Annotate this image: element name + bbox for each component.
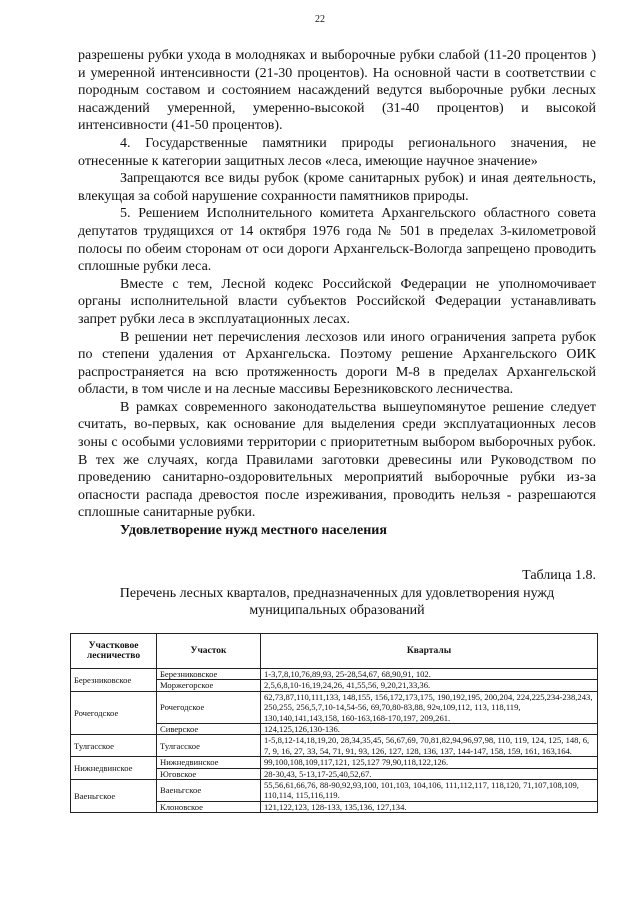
forestry-cell: Березниковское xyxy=(71,669,157,692)
site-cell: Юговское xyxy=(157,768,261,779)
forest-quarters-table xyxy=(70,633,598,813)
table-row xyxy=(71,780,598,802)
quarters-cell: 121,122,123, 128-133, 135,136, 127,134. xyxy=(261,801,598,812)
site-cell: Тулгасское xyxy=(157,735,261,757)
forestry-cell: Рочегодское xyxy=(71,691,157,735)
table-caption: Перечень лесных кварталов, предназначенных для удовлетворения нужд муниципальных образований xyxy=(119,586,555,618)
site-cell: Березниковское xyxy=(157,669,261,680)
paragraph-1: разрешены рубки ухода в молодняках и выборочные рубки слабой (11-20 процентов ) и умеренной интенсивности (21-30 процентов). На основной части в соответствии с породным составом и состоянием насаждений ведутся выборочные рубки лесных насаждений умеренной, умеренно-высокой (31-40 процентов) и высокой интенсивности (41-50 процентов). xyxy=(78,48,596,134)
table-row xyxy=(71,757,598,768)
page-number: 22 xyxy=(315,14,325,25)
paragraph-6: В решении нет перечисления лесхозов или иного ограничения запрета рубок по степени удаления от Архангельска. Поэтому решение Архангельского ОИК распространяется на всю протяженность дороги М-8 в пределах Архангельской области, в том числе и на лесные массивы Березниковского лесничества. xyxy=(78,329,596,398)
quarters-cell: 1-5,8,12-14,18,19,20, 28,34,35,45, 56,67,69, 70,81,82,94,96,97,98, 110, 119, 124, 125, 148, 6, 7, 9, 16, 27, 33, 54, 71, 91, 93, 126, 127, 128, 136, 137, 144-147, 158, 159, 161, 163,164. xyxy=(261,735,598,757)
forestry-cell: Тулгасское xyxy=(71,735,157,757)
quarters-cell: 2,5,6,8,10-16,19,24,26, 41,55,56, 9,20,21,33,36. xyxy=(261,680,598,691)
site-cell: Клоновское xyxy=(157,801,261,812)
site-cell: Рочегодское xyxy=(157,691,261,723)
paragraph-4: 5. Решением Исполнительного комитета Архангельского областного совета депутатов трудящихся от 14 октября 1976 года № 501 в пределах 3-километровой полосы по обеим сторонам от оси дороги Архангельск-Вологда запрещено проводить сплошные рубки леса. xyxy=(78,206,596,275)
quarters-cell: 55,56,61,66,76, 88-90,92,93,100, 101,103, 104,106, 111,112,117, 118,120, 71,107,108,109, 110,114, 115,116,119. xyxy=(261,780,598,802)
paragraph-7: В рамках современного законодательства вышеупомянутое решение следует считать, во-первых, как основание для выделения среди эксплуатационных лесов зоны с особыми условиями территории с приоритетным выбором выборочных рубок. В тех же случаях, когда Правилами заготовки древесины или Руководством по проведению санитарно-оздоровительных мероприятий выборочные рубки из-за опасности распада древостоя после изреживания, проводить нельзя - разрешаются сплошные санитарные рубки. xyxy=(78,399,596,521)
table-row xyxy=(71,735,598,757)
site-cell: Ваеньгское xyxy=(157,780,261,802)
header-quarters: Кварталы xyxy=(261,634,598,669)
site-cell: Моржегорское xyxy=(157,680,261,691)
table-row xyxy=(71,691,598,723)
paragraph-3: Запрещаются все виды рубок (кроме санитарных рубок) и иная деятельность, влекущая за собой нарушение сохранности памятников природы. xyxy=(78,171,596,204)
forestry-cell: Ваеньгское xyxy=(71,780,157,813)
site-cell: Нижнедвинское xyxy=(157,757,261,768)
section-heading: Удовлетворение нужд местного населения xyxy=(120,523,387,539)
paragraph-5: Вместе с тем, Лесной кодекс Российской Федерации не уполномочивает органы исполнительной власти субъектов Российской Федерации устанавливать запрет рубки леса в эксплуатационных лесах. xyxy=(78,276,596,327)
table-header-row xyxy=(71,634,598,669)
quarters-cell: 124,125,126,130-136. xyxy=(261,724,598,735)
header-forestry: Участковое лесничество xyxy=(71,634,157,669)
table-label: Таблица 1.8. xyxy=(522,568,596,583)
header-site: Участок xyxy=(157,634,261,669)
quarters-cell: 28-30,43, 5-13,17-25,40,52,67. xyxy=(261,768,598,779)
site-cell: Сиверское xyxy=(157,724,261,735)
quarters-cell: 99,100,108,109,117,121, 125,127 79,90,118,122,126. xyxy=(261,757,598,768)
forestry-cell: Нижнедвинское xyxy=(71,757,157,780)
paragraph-2: 4. Государственные памятники природы регионального значения, не отнесенные к категории защитных лесов «леса, имеющие научное значение» xyxy=(78,135,596,169)
quarters-cell: 1-3,7,8,10,76,89,93, 25-28,54,67, 68,90,91, 102. xyxy=(261,669,598,680)
table-row xyxy=(71,669,598,680)
quarters-cell: 62,73,87,110,111,133, 148,155, 156,172,173,175, 190,192,195, 200,204, 224,225,234-238,243, 250,255, 256,5,7,10-14,54-56, 69,70,80-83,88, 92ч,109,112, 113, 118,119, 130,140,141,143,158, 160-163,168-170,197, 209,261. xyxy=(261,691,598,723)
body-text xyxy=(78,47,596,540)
